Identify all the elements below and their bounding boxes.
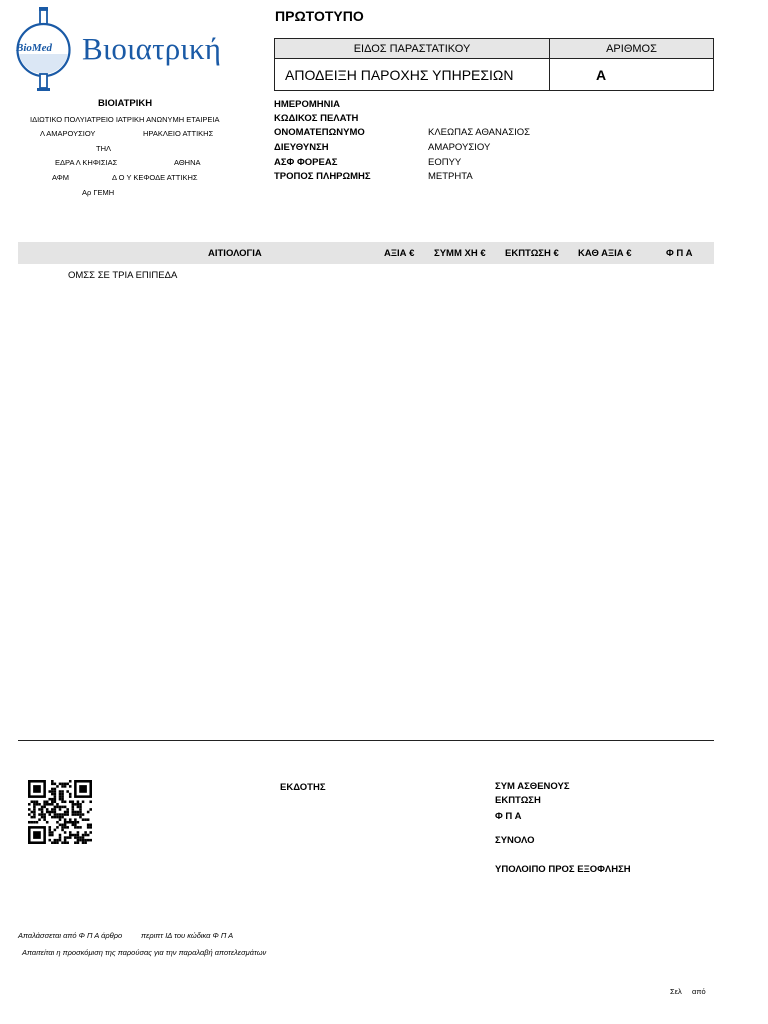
insurer-value: ΕΟΠΥΥ: [428, 157, 462, 168]
customer-code-label: ΚΩΔΙΚΟΣ ΠΕΛΑΤΗ: [274, 113, 359, 124]
insurer-label: ΑΣΦ ΦΟΡΕΑΣ: [274, 157, 338, 168]
copy-label: ΠΡΩΤΟΤΥΠΟ: [275, 8, 364, 24]
date-label: ΗΜΕΡΟΜΗΝΙΑ: [274, 99, 340, 110]
vat-exempt-note: Απαλάσσεται από Φ Π Α άρθρο: [18, 931, 123, 940]
patient-share-label: ΣΥΜ ΑΣΘΕΝΟΥΣ: [495, 781, 570, 792]
logo-wordmark: Βιοιατρική: [82, 31, 222, 66]
issuer-gemi-label: Αρ ΓΕΜΗ: [82, 188, 115, 197]
customer-name-value: ΚΛΕΩΠΑΣ ΑΘΑΝΑΣΙΟΣ: [428, 127, 530, 138]
page-label: Σελ: [670, 987, 682, 996]
issuer-name: ΒΙΟΙΑΤΡΙΚΗ: [98, 98, 153, 109]
column-reason: ΑΙΤΙΟΛΟΓΙΑ: [208, 248, 262, 259]
column-net-value: ΚΑΘ ΑΞΙΑ €: [578, 248, 632, 259]
column-copay: ΣΥΜΜ ΧΗ €: [434, 248, 486, 259]
table-row: ΟΜΣΣ ΣΕ ΤΡΙΑ ΕΠΙΠΕΔΑ: [68, 270, 178, 281]
qr-code-icon: [28, 780, 92, 844]
results-pickup-note: Απαιτείται η προσκόμιση της παρούσας για την παραλαβή αποτελεσμάτων: [22, 948, 267, 957]
customer-address-value: ΑΜΑΡΟΥΣΙΟΥ: [428, 142, 491, 153]
vat-total-label: Φ Π Α: [495, 811, 522, 822]
customer-address-label: ΔΙΕΥΘΥΝΣΗ: [274, 142, 329, 153]
document-number-header: ΑΡΙΘΜΟΣ: [550, 39, 714, 59]
payment-method-label: ΤΡΟΠΟΣ ΠΛΗΡΩΜΗΣ: [274, 171, 371, 182]
document-type-value: ΑΠΟΔΕΙΞΗ ΠΑΡΟΧΗΣ ΥΠΗΡΕΣΙΩΝ: [275, 59, 550, 91]
issuer-vat-label: ΑΦΜ: [52, 173, 70, 182]
column-value: ΑΞΙΑ €: [384, 248, 415, 259]
payment-method-value: ΜΕΤΡΗΤΑ: [428, 171, 473, 182]
column-discount: ΕΚΠΤΩΣΗ €: [505, 248, 559, 259]
logo-badge: BioMed: [16, 42, 53, 54]
document-type-table: [274, 38, 714, 91]
footer-divider: [18, 740, 714, 741]
items-table-header: [18, 242, 714, 264]
document-type-header: ΕΙΔΟΣ ΠΑΡΑΣΤΑΤΙΚΟΥ: [275, 39, 550, 59]
vat-exempt-note-article: περιπτ ΙΔ του κώδικα Φ Π Α: [141, 931, 234, 940]
issuer-tax-office: Δ Ο Υ ΚΕΦΟΔΕ ΑΤΤΙΚΗΣ: [112, 173, 198, 182]
document-number-value: Α: [550, 59, 714, 91]
grand-total-label: ΣΥΝΟΛΟ: [495, 835, 535, 846]
issuer-seat: ΕΔΡΑ Λ ΚΗΦΙΣΙΑΣ: [55, 158, 118, 167]
customer-name-label: ΟΝΟΜΑΤΕΠΩΝΥΜΟ: [274, 127, 365, 138]
discount-total-label: ΕΚΠΤΩΣΗ: [495, 795, 541, 806]
issuer-signature-label: ΕΚΔΟΤΗΣ: [280, 782, 326, 793]
issuer-street: Λ ΑΜΑΡΟΥΣΙΟΥ: [40, 129, 96, 138]
column-vat: Φ Π Α: [666, 248, 693, 259]
issuer-phone-label: ΤΗΛ: [96, 144, 112, 153]
company-logo: [10, 4, 238, 94]
issuer-area: ΗΡΑΚΛΕΙΟ ΑΤΤΙΚΗΣ: [143, 129, 214, 138]
issuer-seat-city: ΑΘΗΝΑ: [174, 158, 201, 167]
balance-due-label: ΥΠΟΛΟΙΠΟ ΠΡΟΣ ΕΞΟΦΛΗΣΗ: [495, 864, 631, 875]
issuer-description: ΙΔΙΩΤΙΚΟ ΠΟΛΥΙΑΤΡΕΙΟ ΙΑΤΡΙΚΗ ΑΝΩΝΥΜΗ ΕΤΑΙΡΕΙΑ: [30, 115, 220, 124]
page-of-label: από: [692, 987, 706, 996]
